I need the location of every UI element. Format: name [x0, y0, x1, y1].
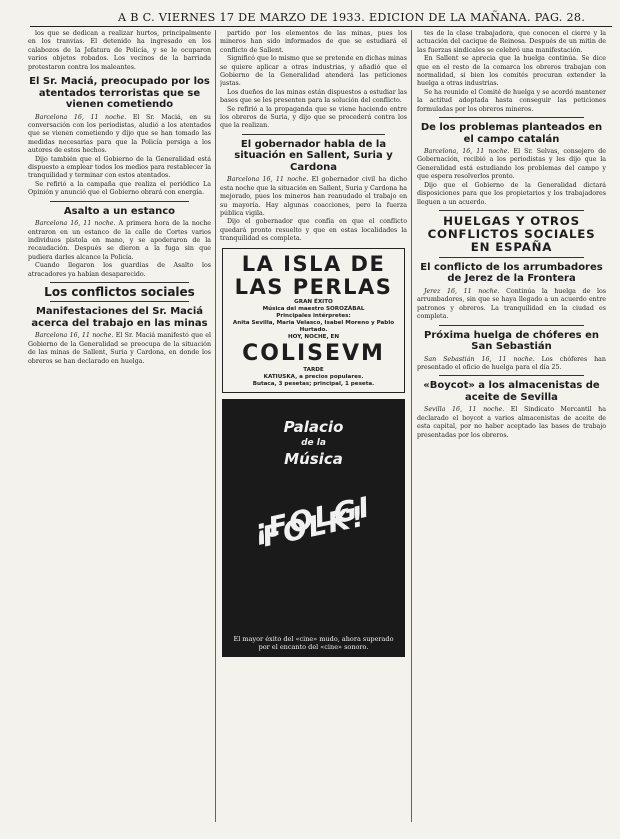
headline-problemas-campo: De los problemas planteados en el campo catalán [420, 122, 603, 145]
ad-line: KATIUSKA, a precios populares. [263, 373, 364, 380]
article-divider [50, 201, 189, 202]
page-header [30, 0, 612, 27]
article-body: El Sr. Maciá, en su conversación con los periodistas, aludió a los atentados que se vienen cometiendo y dijo que se han tomado las medidas necesarias para que la Policía persiga a los autores de estos hechos. [28, 113, 211, 155]
article-text: los que se dedican a realizar hurtos, principalmente en los tranvías. El detenido ha ingresado en los calabozos de la Jefatura de Policía, y se le ocuparon varios objetos robados. Los vecinos de la barriada protestaron contra los maleantes. [28, 30, 211, 71]
column-3 [417, 30, 606, 825]
column-1 [28, 30, 211, 825]
article-text [220, 176, 407, 218]
ad-line: Butaca, 3 pesetas; principal, 1 peseta. [252, 380, 375, 387]
headline-asalto-estanco: Asalto a un estanco [63, 205, 176, 217]
article-text: tes de la clase trabajadora, que conocen el cierre y la actuación del cacique de Reinosa. Después de un mitin de las fuerzas sindicales se celebró una manifestación. [417, 30, 606, 54]
ad-logo-line: Música [284, 449, 343, 468]
article-text: Cuando llegaron los guardias de Asalto los atracadores ya habían desaparecido. [28, 262, 211, 278]
article-text: Significó que lo mismo que se pretende en dichas minas se quiere aplicar a otras industrias, y añadió que el Gobierno de la Generalidad atenderá las peticiones justas. [220, 55, 407, 88]
article-text [417, 148, 606, 182]
headline-arrumbadores-jerez: El conflicto de los arrumbadores de Jerez de la Frontera [420, 261, 603, 285]
article-body: Continúa la huelga de los arrumbadores, sin que se haya llegado a un acuerdo entre patronos y obreros. La tranquilidad en la ciudad es completa. [417, 287, 606, 321]
headline-huelga-choferes: Próxima huelga de chóferes en San Sebastián [423, 329, 599, 353]
article-body: El gobernador civil ha dicho esta noche que la situación en Sallent, Suria y Cardona ha mejorado, pues los mineros han reanudado el trabajo en su mayoría. Hay algunas coacciones, pero la fuerza pública vigila. [220, 176, 407, 217]
article-text [28, 114, 211, 156]
dateline: Barcelona 16, 11 noche. [35, 113, 127, 121]
ad-line: TARDE [303, 366, 324, 373]
dateline: San Sebastián 16, 11 noche. [424, 355, 535, 363]
article-divider [242, 134, 385, 135]
article-divider [439, 325, 584, 326]
article-text: Se refirió a la propaganda que se viene haciendo entre los obreros de Suria, y dijo que se procederá contra los que la realizan. [220, 105, 407, 130]
article-body: El Sindicato Mercantil ha declarado el boycot a varios almacenistas de aceite de esta capital, por no haber aceptado las bases de trabajo presentadas por los obreros. [417, 406, 606, 439]
headline-macia-minas: Manifestaciones del Sr. Maciá acerca del trabajo en las minas [31, 306, 208, 329]
ad-line: Música del maestro SOROZÁBAL [262, 305, 365, 312]
page-header-title: A B C. VIERNES 17 DE MARZO DE 1933. EDICION DE LA MAÑANA. PAG. 28. [118, 11, 586, 24]
dateline: Barcelona 16, 11 noche. [35, 220, 116, 228]
dateline: Jerez 16, 11 noche. [424, 287, 500, 295]
article-divider [50, 282, 189, 283]
ad-line: HOY, NOCHE, EN [287, 333, 340, 340]
article-text [417, 356, 606, 373]
article-text: En Sallent se aprecia que la huelga continúa. Se dice que en el resto de la comarca los obreros trabajan con normalidad, si bien los comités procuran extender la huelga a otras industrias. [417, 55, 606, 88]
headline-macia-atentados: El Sr. Maciá, preocupado por los atentados terroristas que se vienen cometiendo [29, 76, 210, 111]
dateline: Barcelona, 16, 11 noche. [424, 148, 510, 156]
ad-line: Anita Sevilla, Maria Velasco, Isabel Moreno y Pablo Hurtado. [232, 319, 395, 333]
article-divider [50, 301, 189, 302]
headline-conflictos-sociales: Los conflictos sociales [44, 284, 195, 299]
ad-venue: COLISEVM [242, 340, 385, 366]
column-divider [411, 30, 412, 822]
dateline: Sevilla 16, 11 noche. [424, 406, 505, 414]
ad-line: GRAN ÉXITO [294, 298, 333, 305]
article-body: Los chóferes han presentado el oficio de huelga para el día 25. [417, 355, 606, 371]
advertisement-isla-perlas [222, 248, 405, 393]
column-2 [220, 30, 407, 825]
headline-boycot-aceite: «Boycot» a los almacenistas de aceite de Sevilla [423, 380, 600, 403]
article-body: El Sr. Selvas, consejero de Gobernación, recibió a los periodistas y les dijo que la Generalidad está estudiando los problemas del campo y que espera resolverlos pronto. [417, 148, 606, 181]
article-text: Se ha reunido el Comité de huelga y se acordó mantener la actitud adoptada hasta conseguir las peticiones formuladas por los obreros mineros. [417, 88, 606, 113]
headline-huelgas-espana: HUELGAS Y OTROS CONFLICTOS SOCIALES EN ESPAÑA [427, 213, 596, 254]
article-text: Los dueños de las minas están dispuestos a estudiar las bases que se les presenten para la solución del conflicto. [220, 88, 407, 105]
article-divider [439, 117, 584, 118]
article-divider [439, 257, 584, 258]
ad-logo-line: de la [301, 437, 326, 448]
article-text [417, 288, 606, 322]
article-text [28, 332, 211, 366]
ad-line: Principales intérpretes: [276, 312, 351, 319]
ad-caption: El mayor éxito del «cine» mudo, ahora superado por el encanto del «cine» sonoro. [233, 634, 394, 651]
article-body: El Sr. Maciá manifestó que el Gobierno de la Generalidad se preocupa de la situación de las minas de Sallent, Suria y Cardona, en donde los obreros se han declarado en huelga. [28, 332, 211, 365]
article-text: Dijo también que el Gobierno de la Generalidad está dispuesto a emplear todos los medios para restablecer la tranquilidad y terminar con estos atentados. [28, 155, 211, 180]
article-text [417, 406, 606, 440]
ad-title: LA ISLA DE LAS PERLAS [234, 251, 393, 299]
dateline: Barcelona 16, 11 noche. [35, 332, 114, 340]
advertisement-palacio-musica [222, 399, 405, 657]
article-text: Dijo que el Gobierno de la Generalidad dictará disposiciones para que los propietarios y los trabajadores lleguen a un acuerdo. [417, 181, 606, 206]
article-text [28, 220, 211, 262]
article-body: A primera hora de la noche entraron en un estanco de la calle de Cortes varios individuos pistola en mano, y se apoderaron de la recaudación. Después se dieron a la fuga sin que pudiera darles alcance la Policía. [28, 220, 211, 261]
ad-film-title: ¡FOLGI FOLK! [250, 489, 375, 554]
article-divider [439, 375, 584, 376]
column-divider [215, 30, 216, 822]
article-divider [439, 210, 584, 211]
headline-gobernador-situacion: El gobernador habla de la situación en Sallent, Suria y Cardona [234, 138, 393, 173]
article-text: Se refirió a la campaña que realiza el periódico La Opinión y anunció que el Gobierno obrará con energía. [28, 180, 211, 197]
article-text: partido por los elementos de las minas, pues los mineros han sido informados de que se estudiará el conflicto de Sallent. [220, 30, 407, 54]
dateline: Barcelona 16, 11 noche. [227, 176, 309, 184]
article-text: Dijo el gobernador que confía en que el conflicto quedará pronto resuelto y que en estas localidades la tranquilidad es completa. [220, 218, 407, 243]
ad-logo-line: Palacio [283, 417, 344, 436]
